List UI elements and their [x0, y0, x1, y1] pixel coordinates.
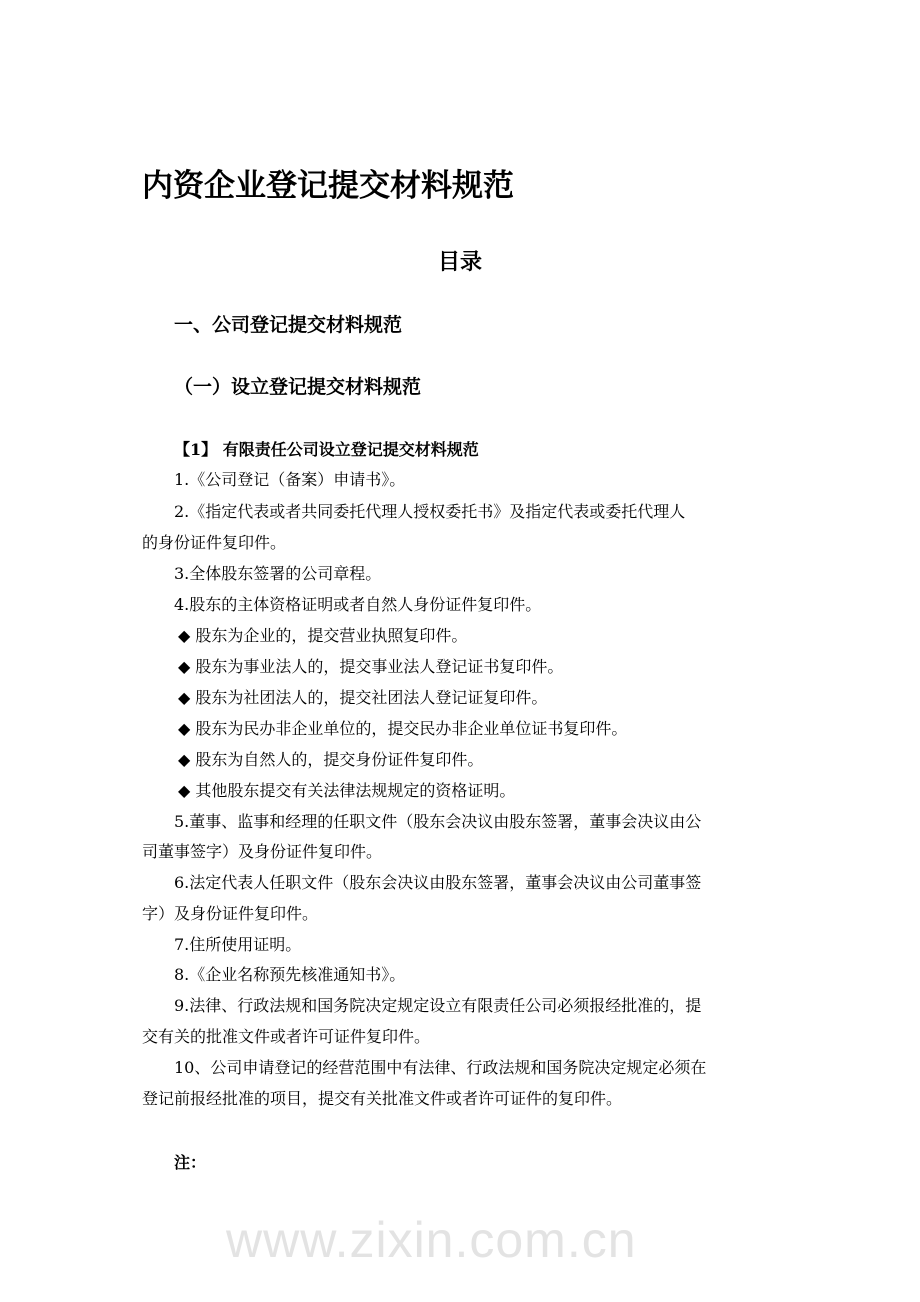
list-item: 8.《企业名称预先核准通知书》。 — [174, 965, 406, 984]
list-item: 6.法定代表人任职文件（股东会决议由股东签署，董事会决议由公司董事签 — [174, 873, 702, 892]
bullet-item: ◆ 股东为民办非企业单位的，提交民办非企业单位证书复印件。 — [178, 719, 628, 738]
list-item-continued: 的身份证件复印件。 — [142, 533, 287, 552]
section-heading: 一、公司登记提交材料规范 — [174, 314, 403, 336]
note-label: 注： — [174, 1153, 207, 1172]
list-item-continued: 字）及身份证件复印件。 — [142, 904, 319, 923]
list-item: 10、公司申请登记的经营范围中有法律、行政法规和国务院决定规定必须在 — [174, 1058, 707, 1077]
bullet-item: ◆ 股东为自然人的，提交身份证件复印件。 — [178, 750, 484, 769]
bullet-item: ◆ 股东为社团法人的，提交社团法人登记证复印件。 — [178, 688, 548, 707]
list-item: 7.住所使用证明。 — [174, 935, 302, 954]
list-item-continued: 司董事签字）及身份证件复印件。 — [142, 842, 383, 861]
bullet-item: ◆ 股东为事业法人的，提交事业法人登记证书复印件。 — [178, 657, 564, 676]
list-item: 9.法律、行政法规和国务院决定规定设立有限责任公司必须报经批准的，提 — [174, 996, 702, 1015]
list-item: 2.《指定代表或者共同委托代理人授权委托书》及指定代表或委托代理人 — [174, 502, 686, 521]
list-item-continued: 交有关的批准文件或者许可证件复印件。 — [142, 1027, 431, 1046]
bullet-item: ◆ 其他股东提交有关法律法规规定的资格证明。 — [178, 781, 516, 800]
list-item: 4.股东的主体资格证明或者自然人身份证件复印件。 — [174, 595, 542, 614]
item-heading: 【1】 有限责任公司设立登记提交材料规范 — [174, 440, 479, 459]
list-item-continued: 登记前报经批准的项目，提交有关批准文件或者许可证件的复印件。 — [142, 1089, 623, 1108]
subsection-heading: （一）设立登记提交材料规范 — [174, 376, 422, 398]
list-item: 5.董事、监事和经理的任职文件（股东会决议由股东签署，董事会决议由公 — [174, 812, 702, 831]
toc-heading: 目录 — [437, 249, 482, 275]
bullet-item: ◆ 股东为企业的，提交营业执照复印件。 — [178, 626, 468, 645]
document-title: 内资企业登记提交材料规范 — [142, 168, 514, 204]
watermark: www.zixin.com.cn — [226, 1212, 637, 1268]
list-item: 3.全体股东签署的公司章程。 — [174, 564, 382, 583]
list-item: 1.《公司登记（备案）申请书》。 — [174, 470, 406, 489]
